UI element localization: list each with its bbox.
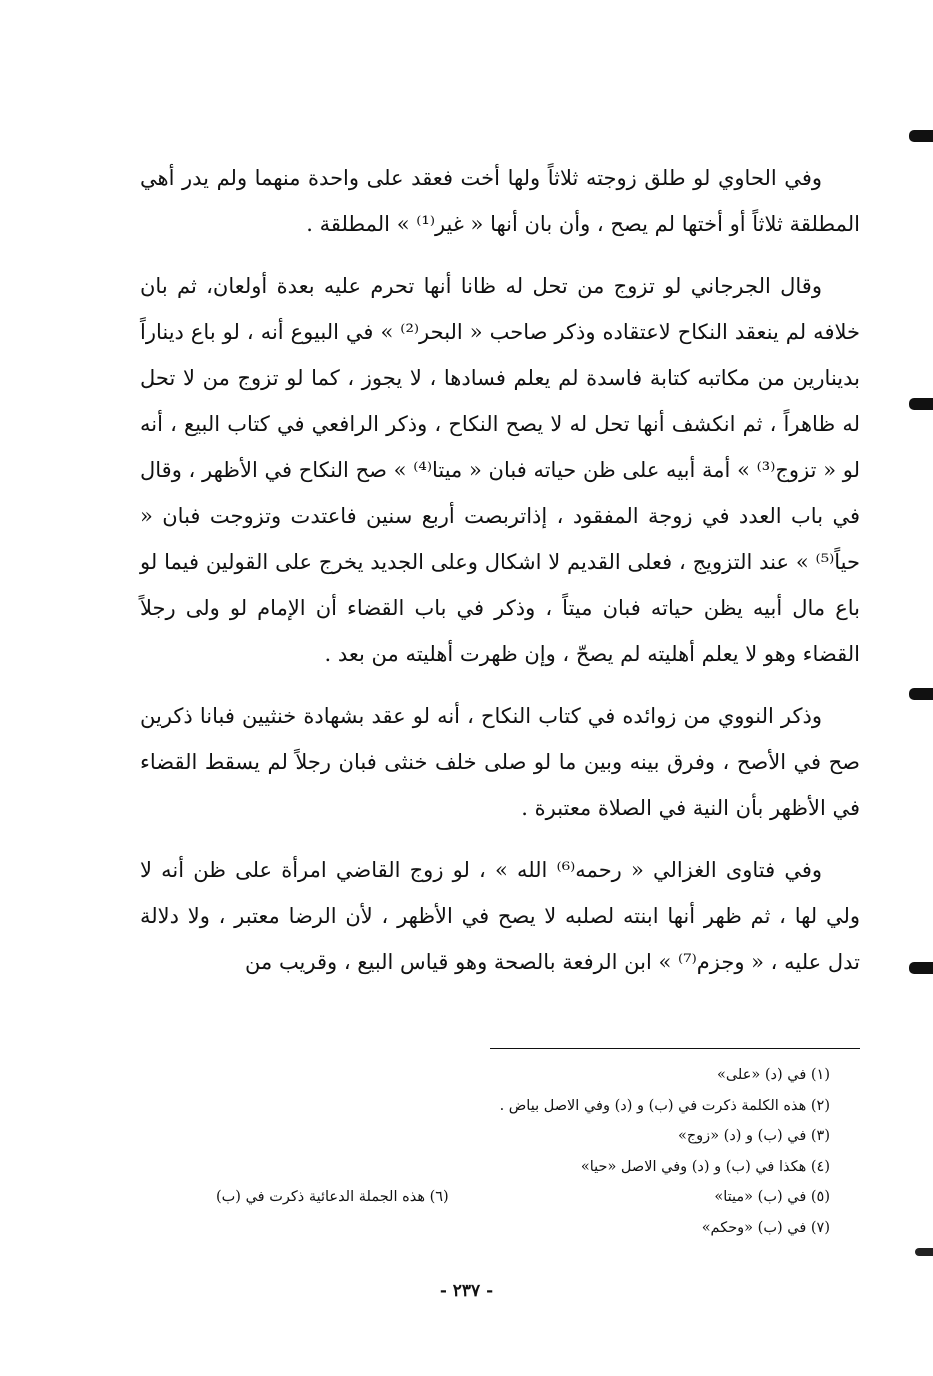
margin-tab-mark bbox=[915, 1248, 933, 1256]
footnote-6: (٦) هذه الجملة الدعائية ذكرت في (ب) bbox=[216, 1189, 449, 1205]
margin-tab-mark bbox=[909, 962, 933, 974]
footnote-5: (٥) في (ب) «ميتا» bbox=[714, 1189, 830, 1205]
footnote-1: (١) في (د) «على» bbox=[716, 1067, 830, 1083]
footnote-3: (٣) في (ب) و (د) «زوج» bbox=[677, 1128, 830, 1144]
footnotes bbox=[140, 1060, 830, 1243]
margin-tab-mark bbox=[909, 130, 933, 142]
margin-tab-mark bbox=[909, 688, 933, 700]
footnote-2: (٢) هذه الكلمة ذكرت في (ب) و (د) وفي الاصل بياض . bbox=[499, 1097, 830, 1114]
paragraph-1: وفي الحاوي لو طلق زوجته ثلاثاً ولها أخت فعقد على واحدة منهما ولم يدر أهي المطلقة ثلاثاً أو أختها لم يصح ، وأن بان أنها « غير⁽¹⁾ » المطلقة . bbox=[140, 166, 860, 236]
paragraph-3: وذكر النووي من زوائده في كتاب النكاح ، أنه لو عقد بشهادة خنثيين فبانا ذكرين صح في الأصح ، وفرق بينه وبين ما لو صلى خلف خنثى فبان رجلاً لم يسقط القضاء في الأظهر بأن النية في الصلاة معتبرة . bbox=[140, 704, 860, 820]
margin-tab-mark bbox=[909, 398, 933, 410]
page-number: - ٢٣٧ - bbox=[439, 1281, 494, 1301]
paragraph-4: وفي فتاوى الغزالي « رحمه⁽⁶⁾ الله » ، لو زوج القاضي امرأة على ظن أنه لا ولي لها ، ثم ظهر أنها ابنته لصلبه لا يصح في الأظهر ، لأن الرضا معتبر ، ولا دلالة تدل عليه ، « وجزم⁽⁷⁾ » ابن الرفعة بالصحة وهو قياس البيع ، وقريب من bbox=[140, 858, 860, 974]
main-text bbox=[140, 155, 860, 1001]
footnote-7: (٧) في (ب) «وحكم» bbox=[701, 1219, 830, 1236]
paragraph-2: وقال الجرجاني لو تزوج من تحل له ظانا أنها تحرم عليه بعدة أولعان، ثم بان خلافه لم ينعقد النكاح لاعتقاده وذكر صاحب « البحر⁽²⁾ » في البيوع أنه ، لو باع ديناراً بدينارين من مكاتبه كتابة فاسدة لم يعلم فسادها ، لا يجوز ، كما لو تزوج من لا تحل له ظاهراً ، ثم انكشف أنها تحل له لا يصح النكاح ، وذكر الرافعي في كتاب البيع ، أنه لو « تزوج⁽³⁾ » أمة أبيه على ظن حياته فبان « ميتا⁽⁴⁾ » صح النكاح في الأظهر ، وقال في باب العدد في زوجة المفقود ، إذاتربصت أربع سنين فاعتدت وتزوجت فبان « حياً⁽⁵⁾ » عند التزويج ، فعلى القديم لا اشكال وعلى الجديد يخرج على القولين فيما لو باع مال أبيه يظن حياته فبان ميتاً ، وذكر في باب القضاء أن الإمام لو ولى رجلاً القضاء وهو لا يعلم أهليته لم يصحّ ، وإن ظهرت أهليته من بعد . bbox=[140, 274, 861, 666]
footnote-4: (٤) هكذا في (ب) و (د) وفي الاصل «حيا» bbox=[580, 1158, 830, 1175]
footnote-divider bbox=[490, 1048, 860, 1049]
